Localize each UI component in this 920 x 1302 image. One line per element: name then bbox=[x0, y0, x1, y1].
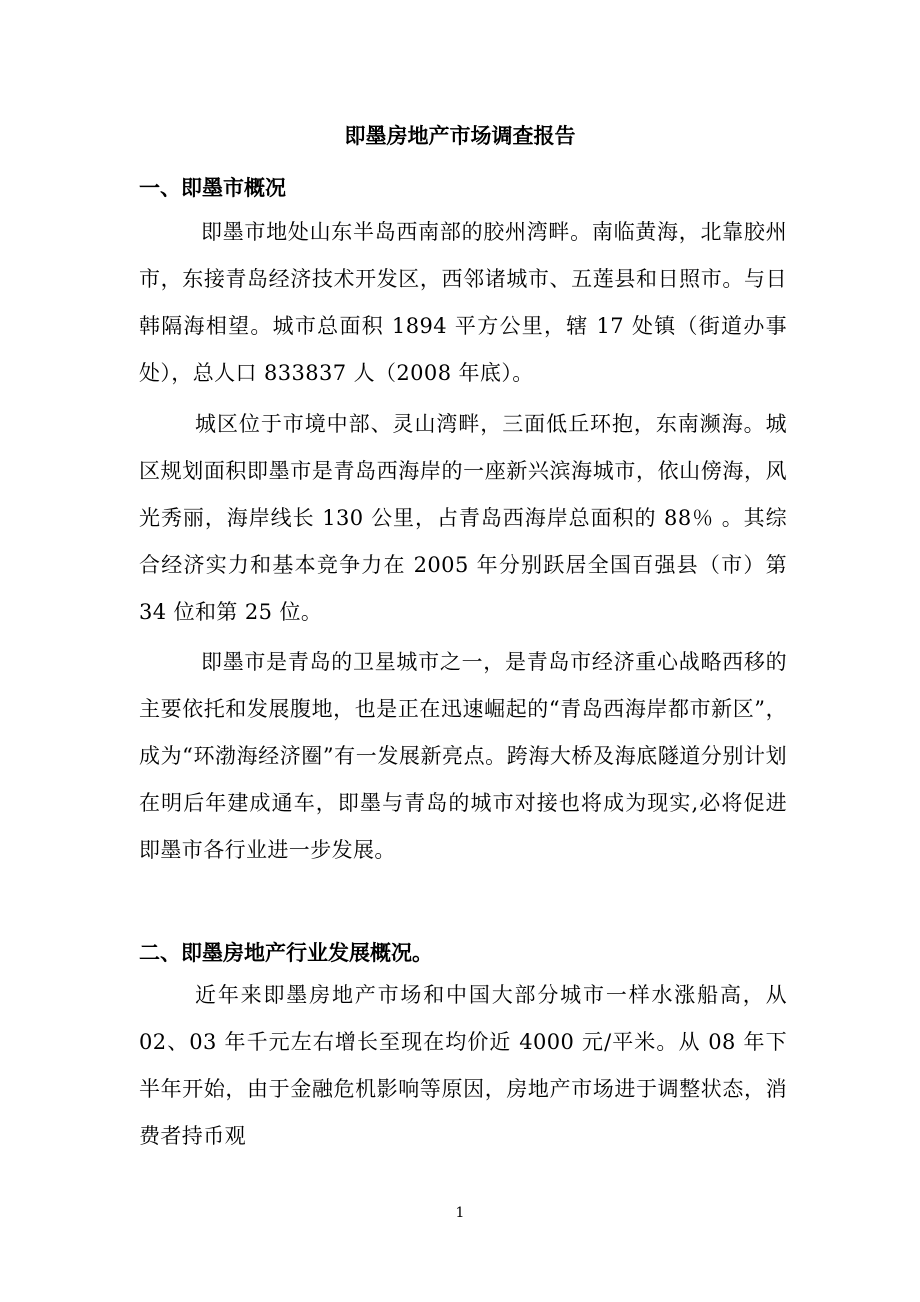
paragraph-market-trend: 近年来即墨房地产市场和中国大部分城市一样水涨船高，从 02、03 年千元左右增长至现在均价近 4000 元/平米。从 08 年下半年开始，由于金融危机影响等原因，房地产市场进于调整状态，消费者持币观 bbox=[139, 983, 787, 1148]
paragraph-urban-area: 城区位于市境中部、灵山湾畔，三面低丘环抱，东南濒海。城区规划面积即墨市是青岛西海岸的一座新兴滨海城市，依山傍海，风光秀丽，海岸线长 130 公里，占青岛西海岸总面积的 88％ 。其综合经济实力和基本竞争力在 2005 年分别跃居全国百强县（市）第 34 位和第 25 位。 bbox=[139, 412, 787, 624]
section-heading-real-estate: 二、即墨房地产行业发展概况。 bbox=[139, 940, 433, 965]
document-title: 即墨房地产市场调查报告 bbox=[344, 123, 576, 148]
paragraph-satellite-city: 即墨市是青岛的卫星城市之一，是青岛市经济重心战略西移的主要依托和发展腹地，也是正在迅速崛起的“青岛西海岸都市新区”，成为“环渤海经济圈”有一发展新亮点。跨海大桥及海底隧道分别计划在明后年建成通车，即墨与青岛的城市对接也将成为现实,必将促进即墨市各行业进一步发展。 bbox=[139, 650, 787, 862]
paragraph-location: 即墨市地处山东半岛西南部的胶州湾畔。南临黄海，北靠胶州市，东接青岛经济技术开发区，西邻诸城市、五莲县和日照市。与日韩隔海相望。城市总面积 1894 平方公里，辖 17 处镇（街道办事处），总人口 833837 人（2008 年底）。 bbox=[139, 220, 787, 385]
section-heading-overview: 一、即墨市概况 bbox=[139, 175, 286, 200]
page-number: 1 bbox=[455, 1205, 465, 1221]
